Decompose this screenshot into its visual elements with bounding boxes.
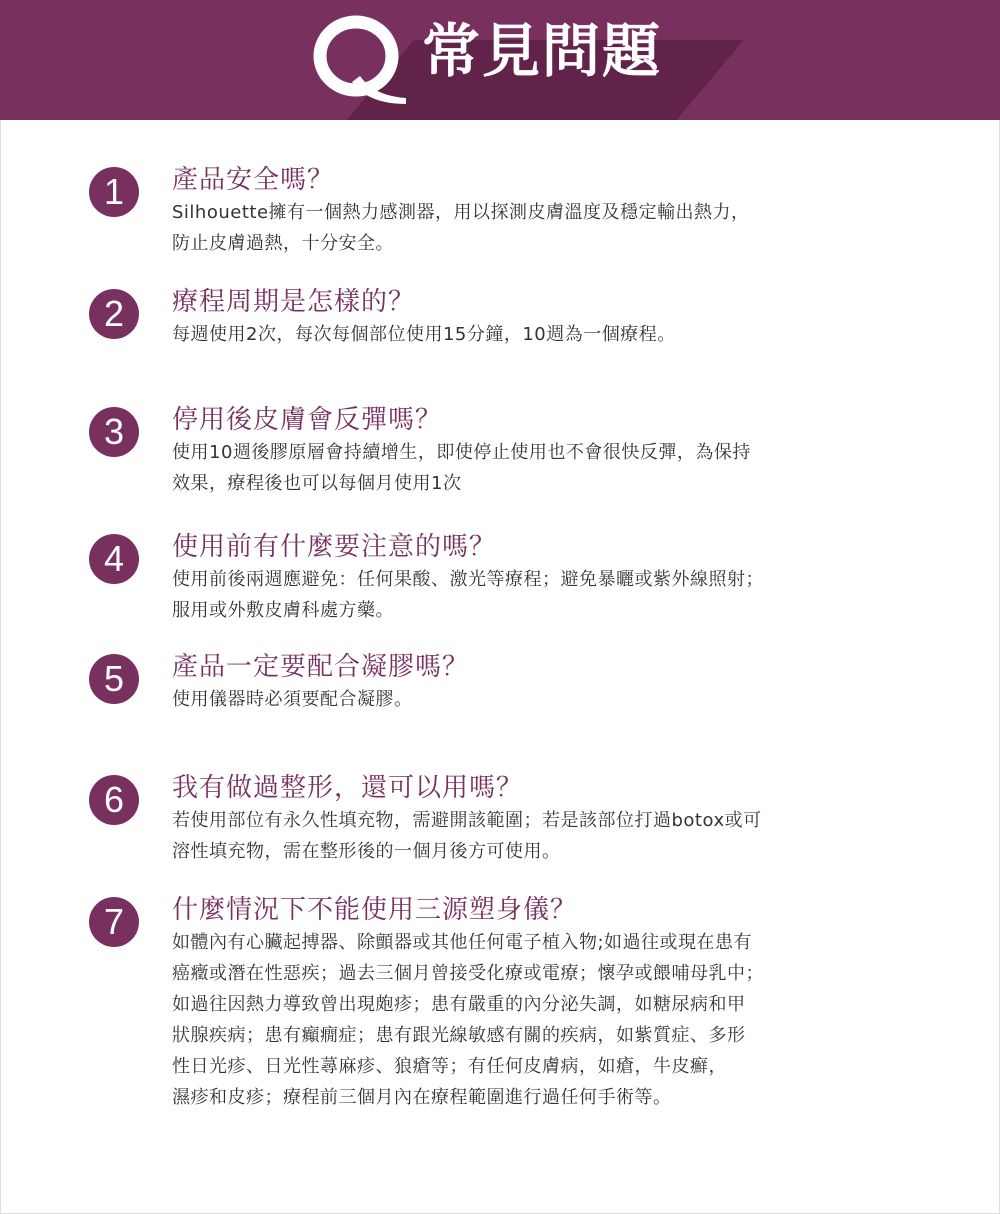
faq-question: 產品一定要配合凝膠嗎？ [172,652,470,682]
answer-line: 效果，療程後也可以每個月使用1次 [172,473,462,494]
faq-answer [172,805,892,867]
faq-answer [172,927,892,1113]
faq-question: 什麼情況下不能使用三源塑身儀？ [172,895,578,925]
answer-line: 性日光疹、日光性蕁麻疹、狼瘡等；有任何皮膚病，如瘡，牛皮癬， [172,1056,727,1077]
faq-question: 使用前有什麼要注意的嗎？ [172,532,497,562]
faq-answer [172,684,892,715]
header-banner [0,0,1000,120]
q-logo-icon [308,14,408,106]
faq-answer [172,437,892,499]
number-badge: 3 [89,407,139,457]
number-badge: 7 [89,897,139,947]
answer-line: 如體內有心臟起搏器、除顫器或其他任何電子植入物;如過往或現在患有 [172,932,753,953]
number-badge: 5 [89,654,139,704]
faq-answer [172,197,892,259]
number-badge: 2 [89,289,139,339]
answer-line: 服用或外敷皮膚科處方藥。 [172,600,394,621]
answer-line: 狀腺疾病；患有癲癇症；患有跟光線敏感有關的疾病，如紫質症、多形 [172,1025,746,1046]
answer-line: 使用10週後膠原層會持續增生，即使停止使用也不會很快反彈，為保持 [172,442,751,463]
answer-line: 若使用部位有永久性填充物，需避開該範圍；若是該部位打過botox或可 [172,810,762,831]
faq-answer [172,564,892,626]
faq-question: 我有做過整形，還可以用嗎？ [172,773,524,803]
faq-answer [172,319,892,350]
answer-line: 如過往因熱力導致曾出現皰疹；患有嚴重的內分泌失調，如糖尿病和甲 [172,994,746,1015]
answer-line: 癌癥或潛在性惡疾；過去三個月曾接受化療或電療；懷孕或餵哺母乳中； [172,963,764,984]
answer-line: 防止皮膚過熱，十分安全。 [172,233,394,254]
page-title: 常見問題 [422,17,663,85]
number-badge: 4 [89,534,139,584]
answer-line: 濕疹和皮疹；療程前三個月內在療程範圍進行過任何手術等。 [172,1087,672,1108]
number-badge: 6 [89,775,139,825]
faq-question: 產品安全嗎？ [172,165,335,195]
answer-line: Silhouette擁有一個熱力感測器，用以探測皮膚溫度及穩定輸出熱力， [172,202,750,223]
answer-line: 每週使用2次，每次每個部位使用15分鐘，10週為一個療程。 [172,324,676,345]
answer-line: 溶性填充物，需在整形後的一個月後方可使用。 [172,841,561,862]
number-badge: 1 [89,167,139,217]
faq-question: 療程周期是怎樣的？ [172,287,416,317]
faq-question: 停用後皮膚會反彈嗎？ [172,405,443,435]
answer-line: 使用儀器時必須要配合凝膠。 [172,689,413,710]
answer-line: 使用前後兩週應避免：任何果酸、激光等療程；避免暴曬或紫外線照射； [172,569,764,590]
